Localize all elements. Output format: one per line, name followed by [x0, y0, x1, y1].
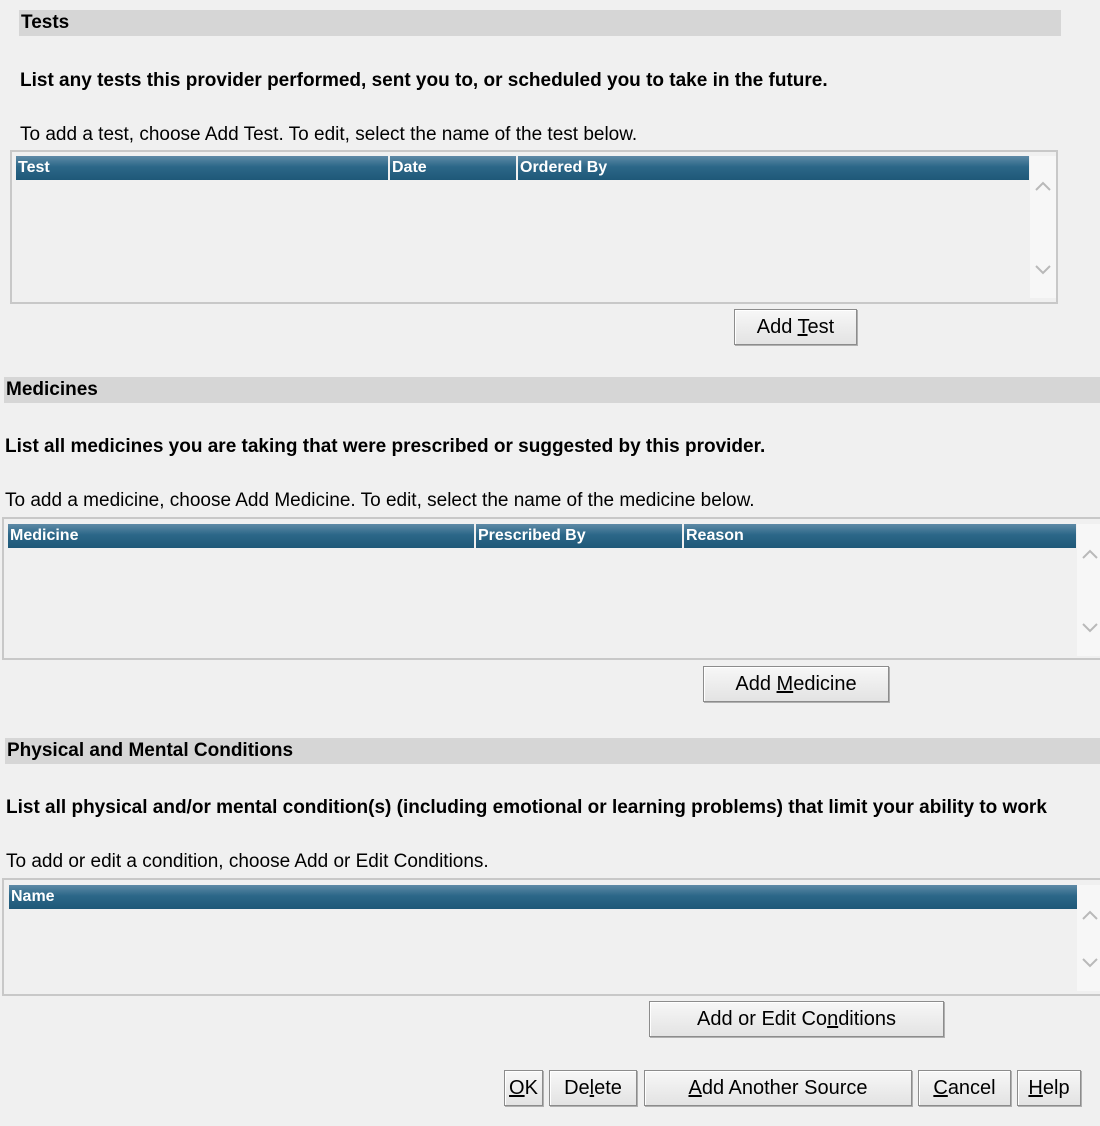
tests-section-header: Tests: [19, 10, 1061, 36]
medicines-instruction: List all medicines you are taking that were prescribed or suggested by this provider.: [5, 436, 766, 457]
ok-button[interactable]: OK: [504, 1070, 543, 1106]
tests-table[interactable]: [10, 150, 1058, 304]
column-header-reason[interactable]: Reason: [686, 527, 744, 544]
column-header-date[interactable]: Date: [390, 156, 518, 180]
add-test-button[interactable]: Add Test: [734, 309, 857, 345]
column-header-test[interactable]: Test: [16, 156, 390, 180]
delete-button[interactable]: Delete: [549, 1070, 637, 1106]
conditions-scrollbar[interactable]: [1077, 885, 1100, 991]
conditions-instruction: List all physical and/or mental condition(s) (including emotional or learning problems) that limit your ability to work: [6, 797, 1047, 818]
tests-scrollbar[interactable]: [1030, 156, 1056, 298]
medicines-section-header: Medicines: [4, 377, 1100, 403]
medicines-hint: To add a medicine, choose Add Medicine. To edit, select the name of the medicine below.: [5, 490, 755, 511]
tests-hint: To add a test, choose Add Test. To edit, select the name of the test below.: [20, 124, 638, 145]
column-header-name[interactable]: Name: [11, 888, 55, 905]
medicines-scrollbar[interactable]: [1077, 524, 1100, 656]
chevron-up-icon[interactable]: [1034, 178, 1052, 196]
column-header-ordered-by[interactable]: Ordered By: [520, 159, 608, 176]
chevron-down-icon[interactable]: [1081, 618, 1099, 636]
help-button[interactable]: Help: [1017, 1070, 1081, 1106]
chevron-up-icon[interactable]: [1081, 546, 1099, 564]
conditions-table-header: [9, 885, 1077, 909]
chevron-down-icon[interactable]: [1034, 260, 1052, 278]
tests-table-header: [16, 156, 1029, 180]
medicines-table[interactable]: [2, 517, 1100, 660]
conditions-section-header: Physical and Mental Conditions: [5, 738, 1100, 764]
tests-instruction: List any tests this provider performed, sent you to, or scheduled you to take in the future.: [20, 70, 828, 91]
add-or-edit-conditions-button[interactable]: Add or Edit Conditions: [649, 1001, 944, 1037]
cancel-button[interactable]: Cancel: [918, 1070, 1011, 1106]
column-header-prescribed-by[interactable]: Prescribed By: [476, 524, 684, 548]
add-medicine-button[interactable]: Add Medicine: [703, 666, 889, 702]
column-header-medicine[interactable]: Medicine: [8, 524, 476, 548]
add-another-source-button[interactable]: Add Another Source: [644, 1070, 912, 1106]
medicines-table-header: [8, 524, 1076, 548]
chevron-down-icon[interactable]: [1081, 953, 1099, 971]
conditions-hint: To add or edit a condition, choose Add or Edit Conditions.: [6, 851, 489, 872]
conditions-table[interactable]: [2, 878, 1100, 996]
chevron-up-icon[interactable]: [1081, 907, 1099, 925]
